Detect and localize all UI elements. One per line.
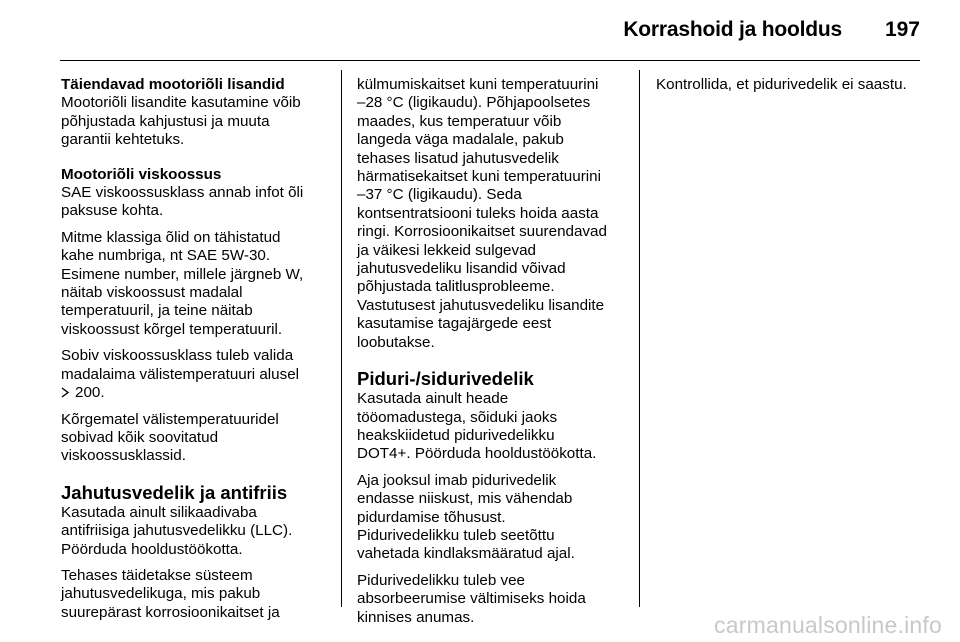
text-line: viskoossusklassid. [61, 447, 186, 465]
text-line: antifriisiga jahutusvedelikku (LLC). [61, 522, 293, 540]
text-line: pidurdamise tõhusust. [357, 508, 506, 526]
text-line: –28 °C (ligikaudu). Põhjapoolsetes [357, 94, 591, 112]
text-line: Kõrgematel välistemperatuuridel [61, 410, 279, 428]
text-line: Kasutada ainult heade [357, 390, 509, 408]
text-line: vahetada kindlaksmääratud ajal. [357, 545, 575, 563]
text-line: Aja jooksul imab pidurivedelik [357, 471, 557, 489]
paragraph [357, 572, 629, 627]
text-line: Esimene number, millele järgneb W, [61, 265, 304, 283]
text-line: Kontrollida, et pidurivedelik ei saastu. [656, 76, 907, 93]
text-line: endasse niiskust, mis vähendab [357, 490, 573, 508]
text-line: madalaima välistemperatuuri alusel [61, 365, 300, 383]
text-line: Kasutada ainult silikaadivaba [61, 503, 257, 521]
paragraph [61, 184, 333, 221]
page-title: Korrashoid ja hooldus [623, 18, 842, 41]
text-line: kinnises anumas. [357, 608, 475, 626]
text-line: kahe numbriga, nt SAE 5W-30. [61, 247, 271, 265]
paragraph [61, 347, 333, 384]
paragraph [656, 76, 928, 94]
page-reference-arrow-icon [61, 387, 70, 398]
column-divider-2 [639, 70, 640, 607]
text-line: paksuse kohta. [61, 202, 164, 220]
text-line: langeda väga madalale, pakub [357, 131, 564, 149]
text-line: kasutamise tagajärgede eest [357, 315, 552, 333]
text-line: maades, kus temperatuur võib [357, 112, 562, 130]
paragraph [61, 229, 333, 339]
text-line: tööomadustega, sõiduki jaoks [357, 408, 558, 426]
heading-engine-oil-additives: Täiendavad mootoriõli lisandid [61, 76, 285, 93]
text-line: SAE viskoossusklass annab infot õli [61, 184, 304, 202]
paragraph [61, 504, 333, 559]
page-header [60, 0, 920, 60]
text-line: viskoossust kõrgel temperatuuril. [61, 320, 283, 338]
text-line: jahutusvedelikuga, mis pakub [61, 585, 261, 603]
text-line: Mootoriõli lisandite kasutamine võib [61, 94, 301, 112]
page-reference[interactable] [61, 384, 333, 402]
text-line: Pidurivedelikku tuleb vee [357, 571, 526, 589]
heading-coolant-antifreeze: Jahutusvedelik ja antifriis [61, 481, 288, 503]
page-number: 197 [884, 18, 920, 41]
text-line: kontsentratsiooni tuleks hoida aasta [357, 204, 599, 222]
text-line: garantii kehtetuks. [61, 131, 185, 149]
text-line: Pidurivedelikku tuleb seetõttu [357, 526, 555, 544]
text-line: Pöörduda hooldustöökotta. [61, 540, 243, 558]
text-line: temperatuuril, ja teine näitab [61, 302, 253, 320]
heading-brake-clutch-fluid: Piduri-/sidurivedelik [357, 368, 534, 390]
heading-engine-oil-viscosity: Mootoriõli viskoossus [61, 165, 222, 183]
header-rule [60, 60, 920, 61]
text-line: heakskiidetud pidurivedelikku [357, 426, 555, 444]
text-line: Mitme klassiga õlid on tähistatud [61, 228, 281, 246]
text-line: suurepärast korrosioonikaitset ja [61, 603, 280, 621]
text-line: ringi. Korrosioonikaitset suurendavad [357, 223, 607, 241]
text-line: härmatisekaitset kuni temperatuurini [357, 168, 601, 186]
text-line: Tehases täidetakse süsteem [61, 566, 253, 584]
paragraph [357, 472, 629, 564]
text-line: põhjustada talitlusprobleeme. [357, 278, 555, 296]
text-line: –37 °C (ligikaudu). Seda [357, 186, 522, 204]
watermark: carmanualsonline.info [714, 612, 942, 638]
text-line: ja väikesi lekkeid sulgevad [357, 241, 536, 259]
page-reference-number: 200. [75, 384, 105, 402]
column-2 [357, 76, 629, 627]
column-1 [61, 76, 333, 622]
text-line: näitab viskoossust madalal [61, 284, 243, 302]
text-line: Sobiv viskoossusklass tuleb valida [61, 347, 294, 365]
text-line: Vastutusest jahutusvedeliku lisandite [357, 296, 605, 314]
text-line: jahutusvedeliku lisandid võivad [357, 260, 566, 278]
text-line: DOT4+. Pöörduda hooldustöökotta. [357, 445, 597, 463]
text-line: põhjustada kahjustusi ja muuta [61, 112, 270, 130]
paragraph [61, 411, 333, 466]
text-line: tehases lisatud jahutusvedelik [357, 149, 559, 167]
paragraph [61, 567, 333, 622]
text-line: külmumiskaitset kuni temperatuurini [357, 76, 599, 93]
column-divider-1 [341, 70, 342, 607]
paragraph [61, 94, 333, 149]
text-line: loobutakse. [357, 333, 435, 351]
text-line: sobivad kõik soovitatud [61, 428, 219, 446]
column-3 [656, 76, 928, 94]
text-line: absorbeerumise vältimiseks hoida [357, 590, 586, 608]
paragraph [357, 76, 629, 352]
paragraph [357, 390, 629, 464]
